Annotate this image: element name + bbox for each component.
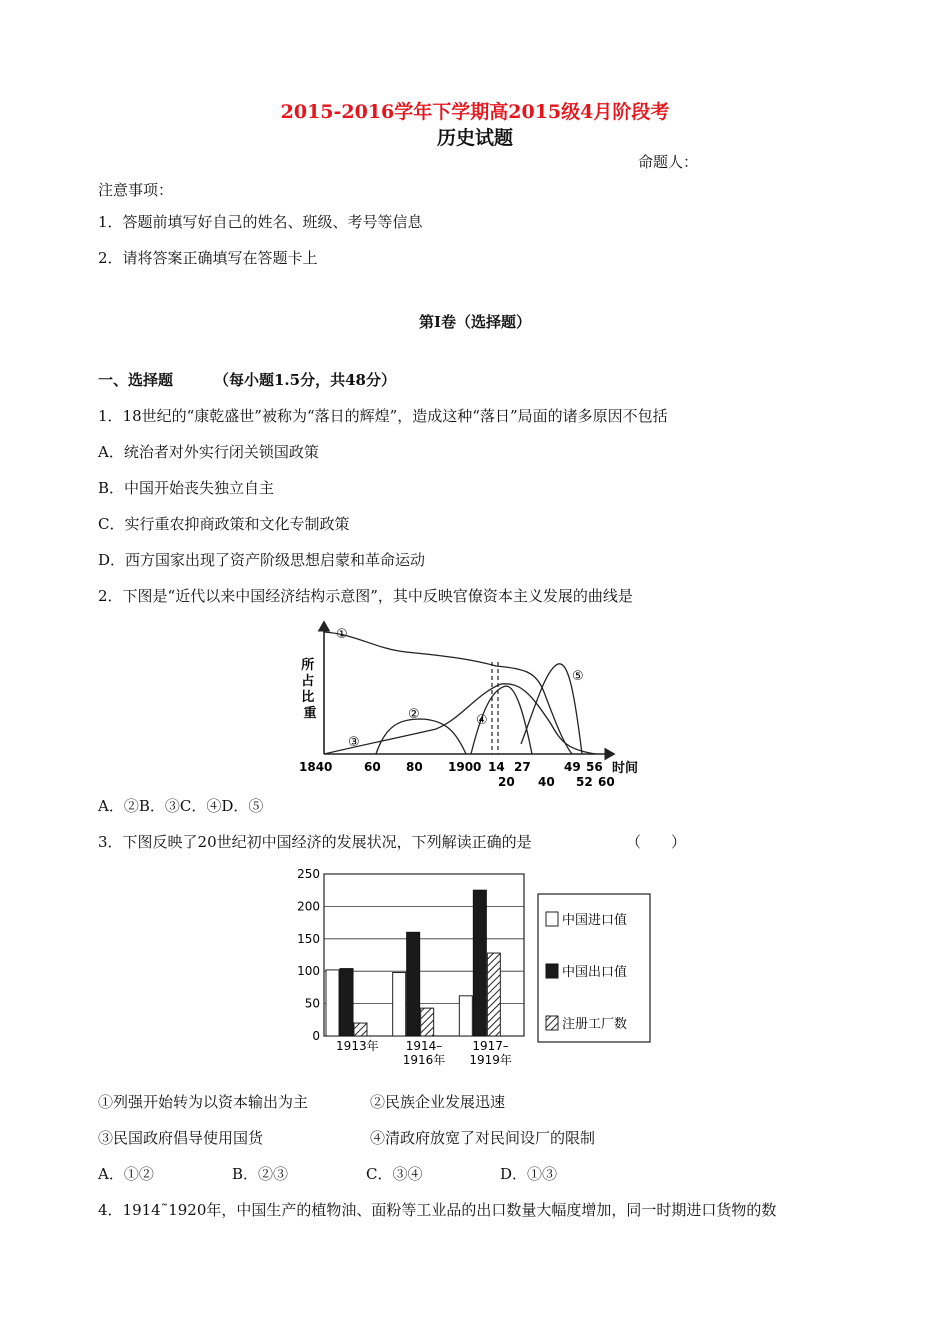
- section-scoring: （每小题1.5分，共48分）: [214, 371, 396, 389]
- exam-subtitle: 历史试题: [436, 127, 513, 149]
- bar-2: [473, 890, 486, 1036]
- legend-label-2: 中国出口值: [562, 965, 628, 980]
- x-tick: 20: [498, 775, 515, 789]
- section-heading: 一、选择题: [98, 371, 174, 389]
- x-category-label: 1914–: [405, 1039, 443, 1053]
- statement: ②民族企业发展迅速: [370, 1093, 506, 1111]
- economy-bar-chart: [290, 866, 660, 1076]
- question-3-option: B．②③: [232, 1165, 289, 1183]
- question-4-stem: 4．1914˜1920年，中国生产的植物油、面粉等工业品的出口数量大幅度增加，同一时期进口货物的数: [98, 1201, 777, 1219]
- curve-label-5: ⑤: [572, 669, 584, 684]
- legend-label-3: 注册工厂数: [562, 1017, 628, 1032]
- curve-1: [324, 632, 572, 754]
- question-2-options: A．②B．③C．④D．⑤: [98, 797, 264, 815]
- x-tick: 80: [406, 760, 423, 774]
- notes-heading: 注意事项：: [98, 181, 174, 199]
- question-3-paren: （ ）: [626, 833, 687, 851]
- curve-2: [376, 719, 466, 754]
- x-tick: 60: [364, 760, 381, 774]
- note-item: 2．请将答案正确填写在答题卡上: [98, 249, 318, 267]
- statement: ④清政府放宽了对民间设厂的限制: [370, 1129, 596, 1147]
- author-label: 命题人：: [638, 153, 699, 171]
- legend-label-1: 中国进口值: [562, 913, 628, 928]
- economic-structure-chart: [296, 614, 646, 789]
- y-tick: 150: [297, 931, 320, 946]
- x-tick: 56: [586, 760, 603, 774]
- bar-1: [326, 970, 339, 1036]
- curve-label-4: ④: [476, 713, 488, 728]
- y-tick: 50: [304, 996, 320, 1011]
- question-1-option: C．实行重农抑商政策和文化专制政策: [98, 515, 350, 533]
- bar-3: [421, 1008, 434, 1036]
- y-tick: 0: [312, 1029, 320, 1043]
- bar-3: [354, 1023, 367, 1036]
- x-tick: 14: [488, 760, 505, 774]
- question-3-option: A．①②: [98, 1165, 154, 1183]
- question-2-stem: 2．下图是“近代以来中国经济结构示意图”，其中反映官僚资本主义发展的曲线是: [98, 587, 633, 605]
- question-3-stem: 3．下图反映了20世纪初中国经济的发展状况，下列解读正确的是: [98, 833, 532, 851]
- legend-swatch-3: [546, 1016, 558, 1030]
- bar-3: [487, 953, 500, 1036]
- statement: ①列强开始转为以资本输出为主: [98, 1093, 309, 1111]
- bar-2: [407, 932, 420, 1036]
- x-category-label: 1917–: [472, 1039, 509, 1053]
- note-item: 1．答题前填写好自己的姓名、班级、考号等信息: [98, 213, 423, 231]
- curve-label-2: ②: [408, 707, 420, 722]
- question-3-option: C．③④: [366, 1165, 423, 1183]
- question-1-stem: 1．18世纪的“康乾盛世”被称为“落日的辉煌”，造成这种“落日”局面的诸多原因不包括: [98, 407, 668, 425]
- bar-1: [459, 996, 472, 1036]
- x-category-label: 1919年: [469, 1053, 512, 1067]
- chart-ylabel: 所 占 比 重: [301, 658, 317, 721]
- x-tick: 1900: [448, 760, 482, 774]
- x-tick: 40: [538, 775, 555, 789]
- x-tick: 60: [598, 775, 615, 789]
- y-tick: 250: [297, 867, 320, 881]
- x-tick: 49: [564, 760, 581, 774]
- bar-2: [340, 969, 353, 1036]
- x-tick: 52: [576, 775, 593, 789]
- x-category-label: 1916年: [402, 1053, 446, 1067]
- statement: ③民国政府倡导使用国货: [98, 1129, 264, 1147]
- question-1-option: A．统治者对外实行闭关锁国政策: [98, 443, 319, 461]
- chart-xlabel: 时间: [612, 761, 639, 776]
- exam-title: 2015-2016学年下学期高2015级4月阶段考: [280, 101, 670, 123]
- question-1-option: D．西方国家出现了资产阶级思想启蒙和革命运动: [98, 551, 426, 569]
- bar-1: [393, 972, 406, 1036]
- curve-label-3: ③: [348, 735, 360, 750]
- question-1-option: B．中国开始丧失独立自主: [98, 479, 275, 497]
- curve-label-1: ①: [336, 627, 348, 642]
- y-tick: 200: [297, 899, 320, 914]
- volume-heading: 第I卷（选择题）: [418, 313, 532, 331]
- y-tick: 100: [297, 964, 320, 979]
- legend-swatch-1: [546, 912, 558, 926]
- x-tick: 1840: [299, 760, 333, 774]
- legend-swatch-2: [546, 964, 558, 978]
- x-category-label: 1913年: [336, 1039, 379, 1053]
- x-tick: 27: [514, 760, 531, 774]
- question-3-option: D．①③: [500, 1165, 558, 1183]
